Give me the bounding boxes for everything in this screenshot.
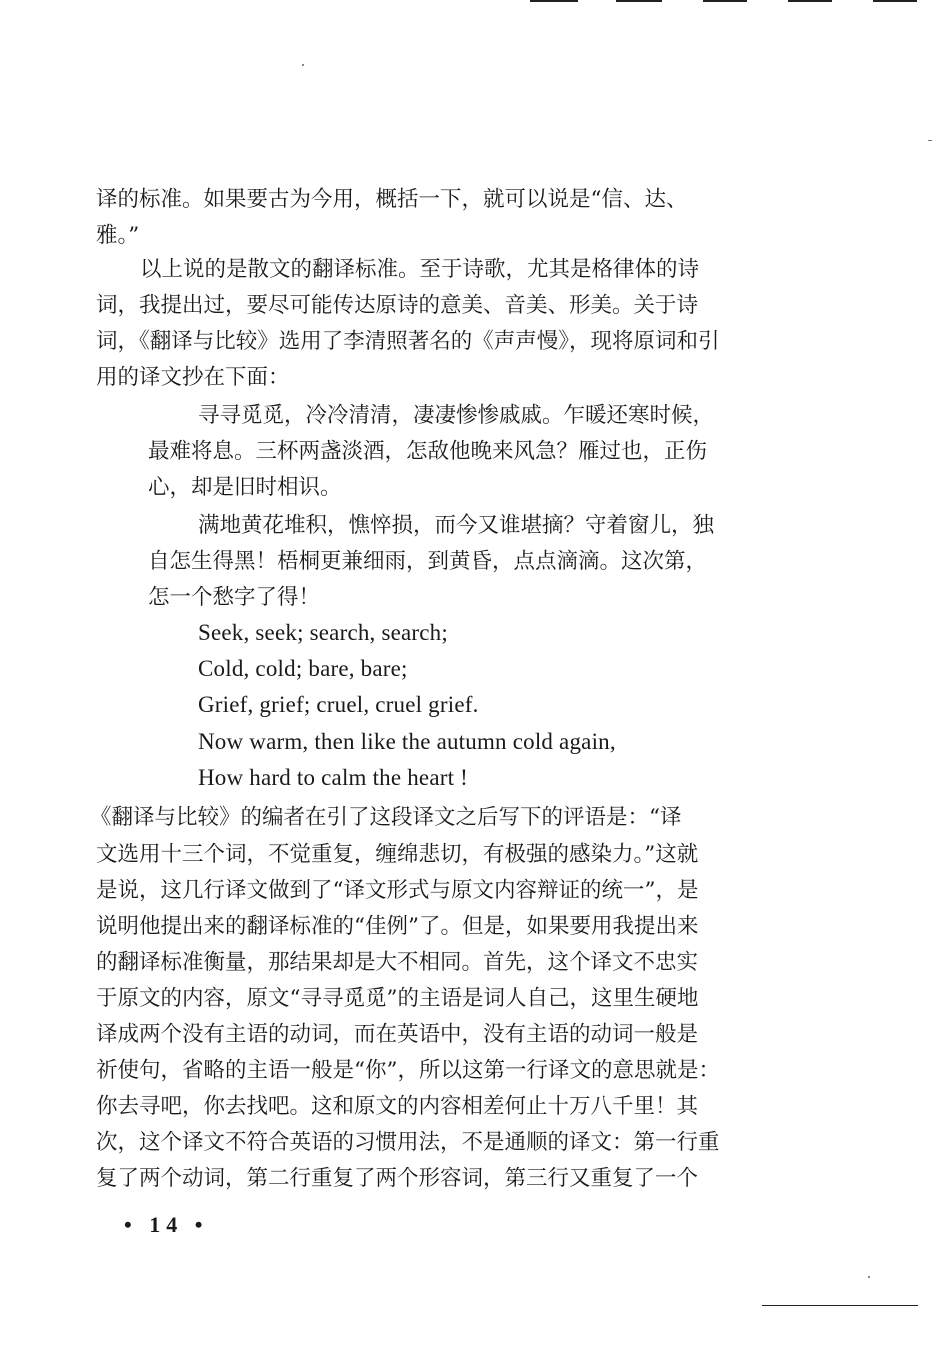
body-text-line: 是说，这几行译文做到了“译文形式与原文内容辩证的统一”，是: [96, 878, 699, 903]
body-text-line: 复了两个动词，第二行重复了两个形容词，第三行又重复了一个: [96, 1166, 699, 1191]
body-text-line: 词，《翻译与比较》选用了李清照著名的《声声慢》，现将原词和引: [96, 329, 720, 354]
body-text-line: 文选用十三个词，不觉重复，缠绵悲切，有极强的感染力。”这就: [96, 842, 699, 867]
body-text-line: 用的译文抄在下面：: [96, 365, 290, 390]
scan-artifact-rule: [703, 0, 747, 2]
translation-line: Seek, seek; search, search;: [198, 620, 448, 645]
scan-speck: [928, 140, 932, 141]
scan-speck: [868, 1276, 870, 1278]
translation-line: How hard to calm the heart !: [198, 765, 468, 790]
poem-line: 自怎生得黑！梧桐更兼细雨，到黄昏，点点滴滴。这次第，: [148, 549, 708, 574]
body-text-line: 次，这个译文不符合英语的习惯用法，不是通顺的译文：第一行重: [96, 1130, 720, 1155]
poem-line: 最难将息。三杯两盏淡酒，怎敌他晚来风急？雁过也，正伤: [148, 439, 708, 464]
body-text-line: 以上说的是散文的翻译标准。至于诗歌，尤其是格律体的诗: [140, 257, 700, 282]
poem-line: 满地黄花堆积，憔悴损，而今又谁堪摘？守着窗儿，独: [198, 513, 715, 538]
translation-line: Cold, cold; bare, bare;: [198, 656, 408, 681]
poem-line: 心，却是旧时相识。: [148, 475, 342, 500]
scan-artifact-rule: [762, 1305, 918, 1306]
body-text-line: 的翻译标准衡量，那结果却是大不相同。首先，这个译文不忠实: [96, 950, 699, 975]
body-text-line: 译成两个没有主语的动词，而在英语中，没有主语的动词一般是: [96, 1022, 699, 1047]
poem-line: 寻寻觅觅，冷冷清清，凄凄惨惨戚戚。乍暖还寒时候，: [198, 403, 715, 428]
scan-artifact-rule: [616, 0, 662, 2]
scan-artifact-rule: [873, 0, 917, 2]
body-text-line: 于原文的内容，原文“寻寻觅觅”的主语是词人自己，这里生硬地: [96, 986, 699, 1011]
scan-artifact-rule: [530, 0, 578, 2]
body-text-line: 雅。”: [96, 223, 140, 248]
body-text-line: 《翻译与比较》的编者在引了这段译文之后写下的评语是：“译: [90, 805, 682, 830]
body-text-line: 说明他提出来的翻译标准的“佳例”了。但是，如果要用我提出来: [96, 914, 699, 939]
translation-line: Now warm, then like the autumn cold again,: [198, 729, 616, 754]
poem-line: 怎一个愁字了得！: [148, 585, 321, 610]
scan-artifact-rule: [788, 0, 832, 2]
scan-speck: [302, 64, 304, 66]
body-text-line: 祈使句，省略的主语一般是“你”，所以这第一行译文的意思就是：: [96, 1058, 720, 1083]
body-text-line: 你去寻吧，你去找吧。这和原文的内容相差何止十万八千里！其: [96, 1094, 699, 1119]
page-number: • 14 •: [124, 1212, 209, 1237]
body-text-line: 词，我提出过，要尽可能传达原诗的意美、音美、形美。关于诗: [96, 293, 699, 318]
translation-line: Grief, grief; cruel, cruel grief.: [198, 692, 479, 717]
body-text-line: 译的标准。如果要古为今用，概括一下，就可以说是“信、达、: [96, 187, 688, 212]
